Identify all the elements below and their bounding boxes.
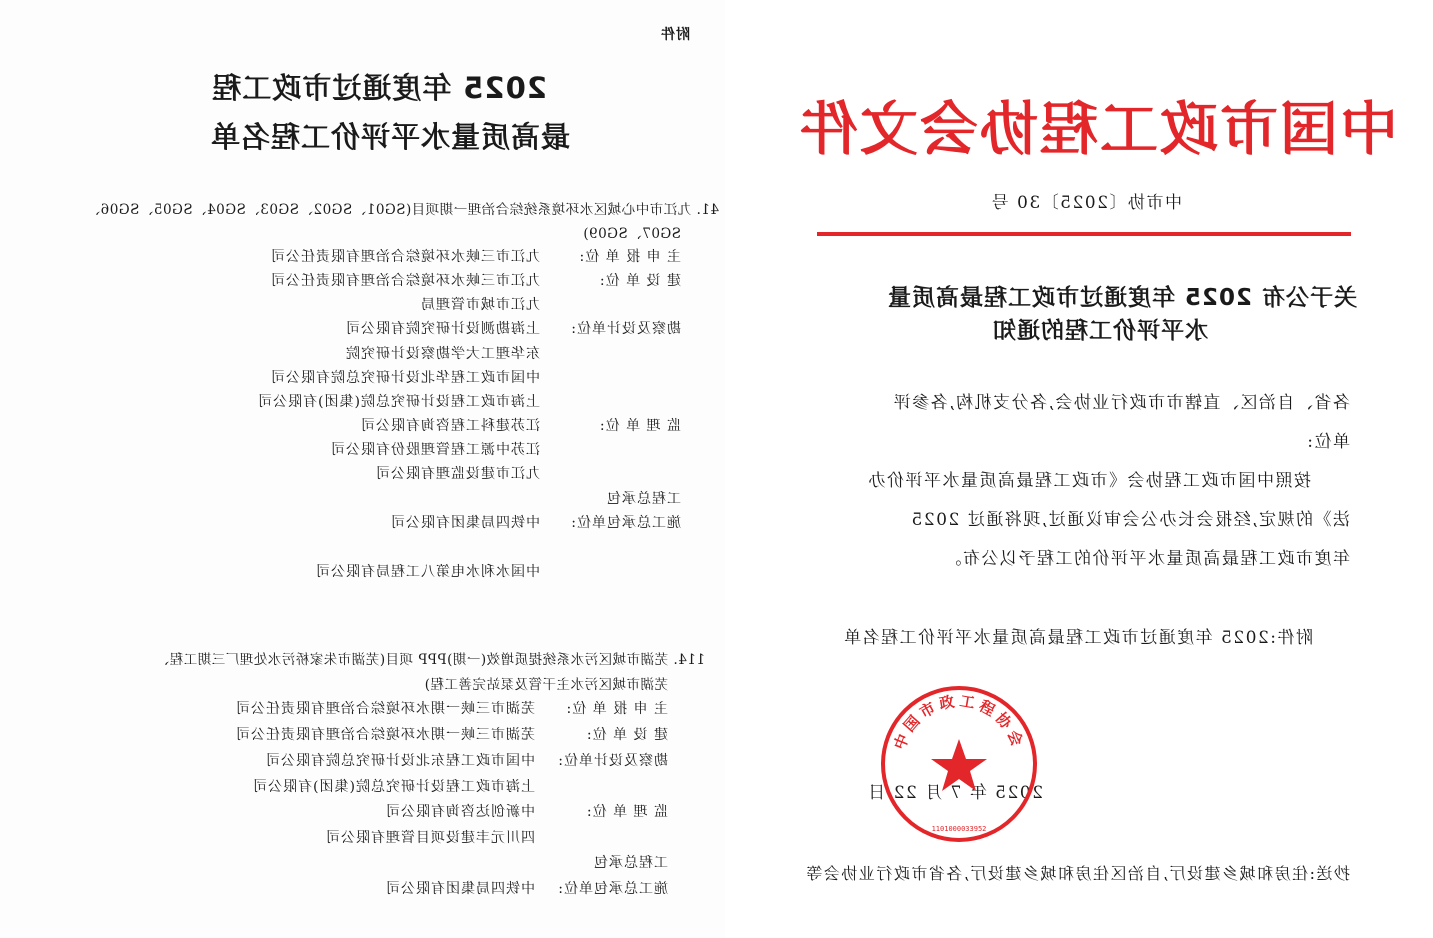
row-value: 中铁四局集团有限公司 xyxy=(390,515,540,531)
body-line1: 按照中国市政工程协会《市政工程最高质量水平评价办 xyxy=(867,471,1311,491)
issue-date: 2025 年 7 月 22 日 xyxy=(866,783,1043,803)
row-label: 施工总承包单位: xyxy=(557,881,668,897)
row-value: 九江市三峡水环境综合治理有限责任公司 xyxy=(270,249,540,265)
item114-line1: 114. 芜湖市城区污水系统提质增效(一期)PPP 项目(芜湖市朱家桥污水处理厂三期工程、 xyxy=(155,652,705,668)
row-label: 工程总承包 xyxy=(606,491,681,507)
body-line3: 年度市政工程最高质量水平评价的工程予以公布。 xyxy=(943,549,1350,569)
row-value: 中新创达咨询有限公司 xyxy=(385,804,535,820)
row-value: 九江市三峡水环境综合治理有限责任公司 xyxy=(270,273,540,289)
svg-text:中国市政工程协会: 中国市政工程协会 xyxy=(890,691,1028,753)
notice-title-line1: 关于公布 2025 年度通过市政工程最高质量 xyxy=(886,285,1357,311)
doc-number: 中市协〔2025〕30 号 xyxy=(990,193,1182,213)
salutation-line2: 单位: xyxy=(1305,432,1350,452)
row-label: 勘察及设计单位: xyxy=(570,321,681,337)
row-label: 监 理 单 位: xyxy=(585,804,668,820)
svg-text:1101000033952: 1101000033952 xyxy=(931,825,987,833)
salutation-line1: 各省、自治区、直辖市市政行业协会,各分支机构,各参评 xyxy=(892,393,1350,413)
notice-title-line2: 水平评价工程的通知 xyxy=(992,318,1208,344)
row-label: 建 设 单 位: xyxy=(585,727,668,743)
row-label: 建 设 单 位: xyxy=(598,273,681,289)
row-value: 中国市政工程东北设计研究总院有限公司 xyxy=(265,753,535,769)
row-label: 主 申 报 单 位: xyxy=(565,701,668,717)
row-value: 中国市政工程华北设计研究总院有限公司 xyxy=(270,370,540,386)
row-label: 勘察及设计单位: xyxy=(557,753,668,769)
notice-page xyxy=(725,0,1433,938)
item114-line2: 芜湖市城区污水主干管及泵站完善工程) xyxy=(424,677,668,693)
row-value: 中国水利水电第八工程局有限公司 xyxy=(315,564,540,580)
row-label: 监 理 单 位: xyxy=(598,418,681,434)
row-value: 九江市建设监理有限公司 xyxy=(375,466,540,482)
red-header: 中国市政工程协会文件 xyxy=(797,95,1398,163)
row-value: 芜湖市三峡一期水环境综合治理有限责任公司 xyxy=(235,727,535,743)
attachment-line: 附件:2025 年度通过市政工程最高质量水平评价工程名单 xyxy=(842,628,1313,648)
item41-line2: SG07、SG09) xyxy=(582,226,681,242)
row-label: 施工总承包单位: xyxy=(570,515,681,531)
row-value: 四川元丰建设项目管理有限公司 xyxy=(325,830,535,846)
list-title-line1: 2025 年度通过市政工程 xyxy=(211,71,547,105)
row-value: 芜湖市三峡一期水环境综合治理有限责任公司 xyxy=(235,701,535,717)
attach-label: 附件 xyxy=(660,27,690,43)
row-value: 中铁四局集团有限公司 xyxy=(385,881,535,897)
notice-mirror xyxy=(725,0,1433,938)
cc-line: 抄送:住房和城乡建设厅,自治区住房和城乡建设厅,各省市政行业协会等 xyxy=(804,864,1350,883)
row-value: 上海市政工程设计研究总院(集团)有限公司 xyxy=(252,779,535,795)
row-value: 东华理工大学勘察设计研究院 xyxy=(345,346,540,362)
red-divider xyxy=(817,232,1351,236)
body-line2: 法》的规定,经报会长办公会审议通过,现将通过 2025 xyxy=(910,510,1350,530)
item41-line1: 41. 九江市中心城区水环境系统综合治理一期项目(SG01、SG02、SG03、SG04、SG05、SG06、 xyxy=(86,202,719,218)
row-value: 上海市政工程设计研究总院(集团)有限公司 xyxy=(257,394,540,410)
row-label: 工程总承包 xyxy=(593,855,668,871)
row-value: 九江市城市管理局 xyxy=(420,297,540,313)
row-value: 江苏中源工程管理股份有限公司 xyxy=(330,442,540,458)
row-value: 江苏建科工程咨询有限公司 xyxy=(360,418,540,434)
row-label: 主 申 报 单 位: xyxy=(578,249,681,265)
row-value: 上海勘测设计研究院有限公司 xyxy=(345,321,540,337)
official-seal xyxy=(878,683,1040,845)
list-title-line2: 最高质量水平评价工程名单 xyxy=(209,120,570,154)
